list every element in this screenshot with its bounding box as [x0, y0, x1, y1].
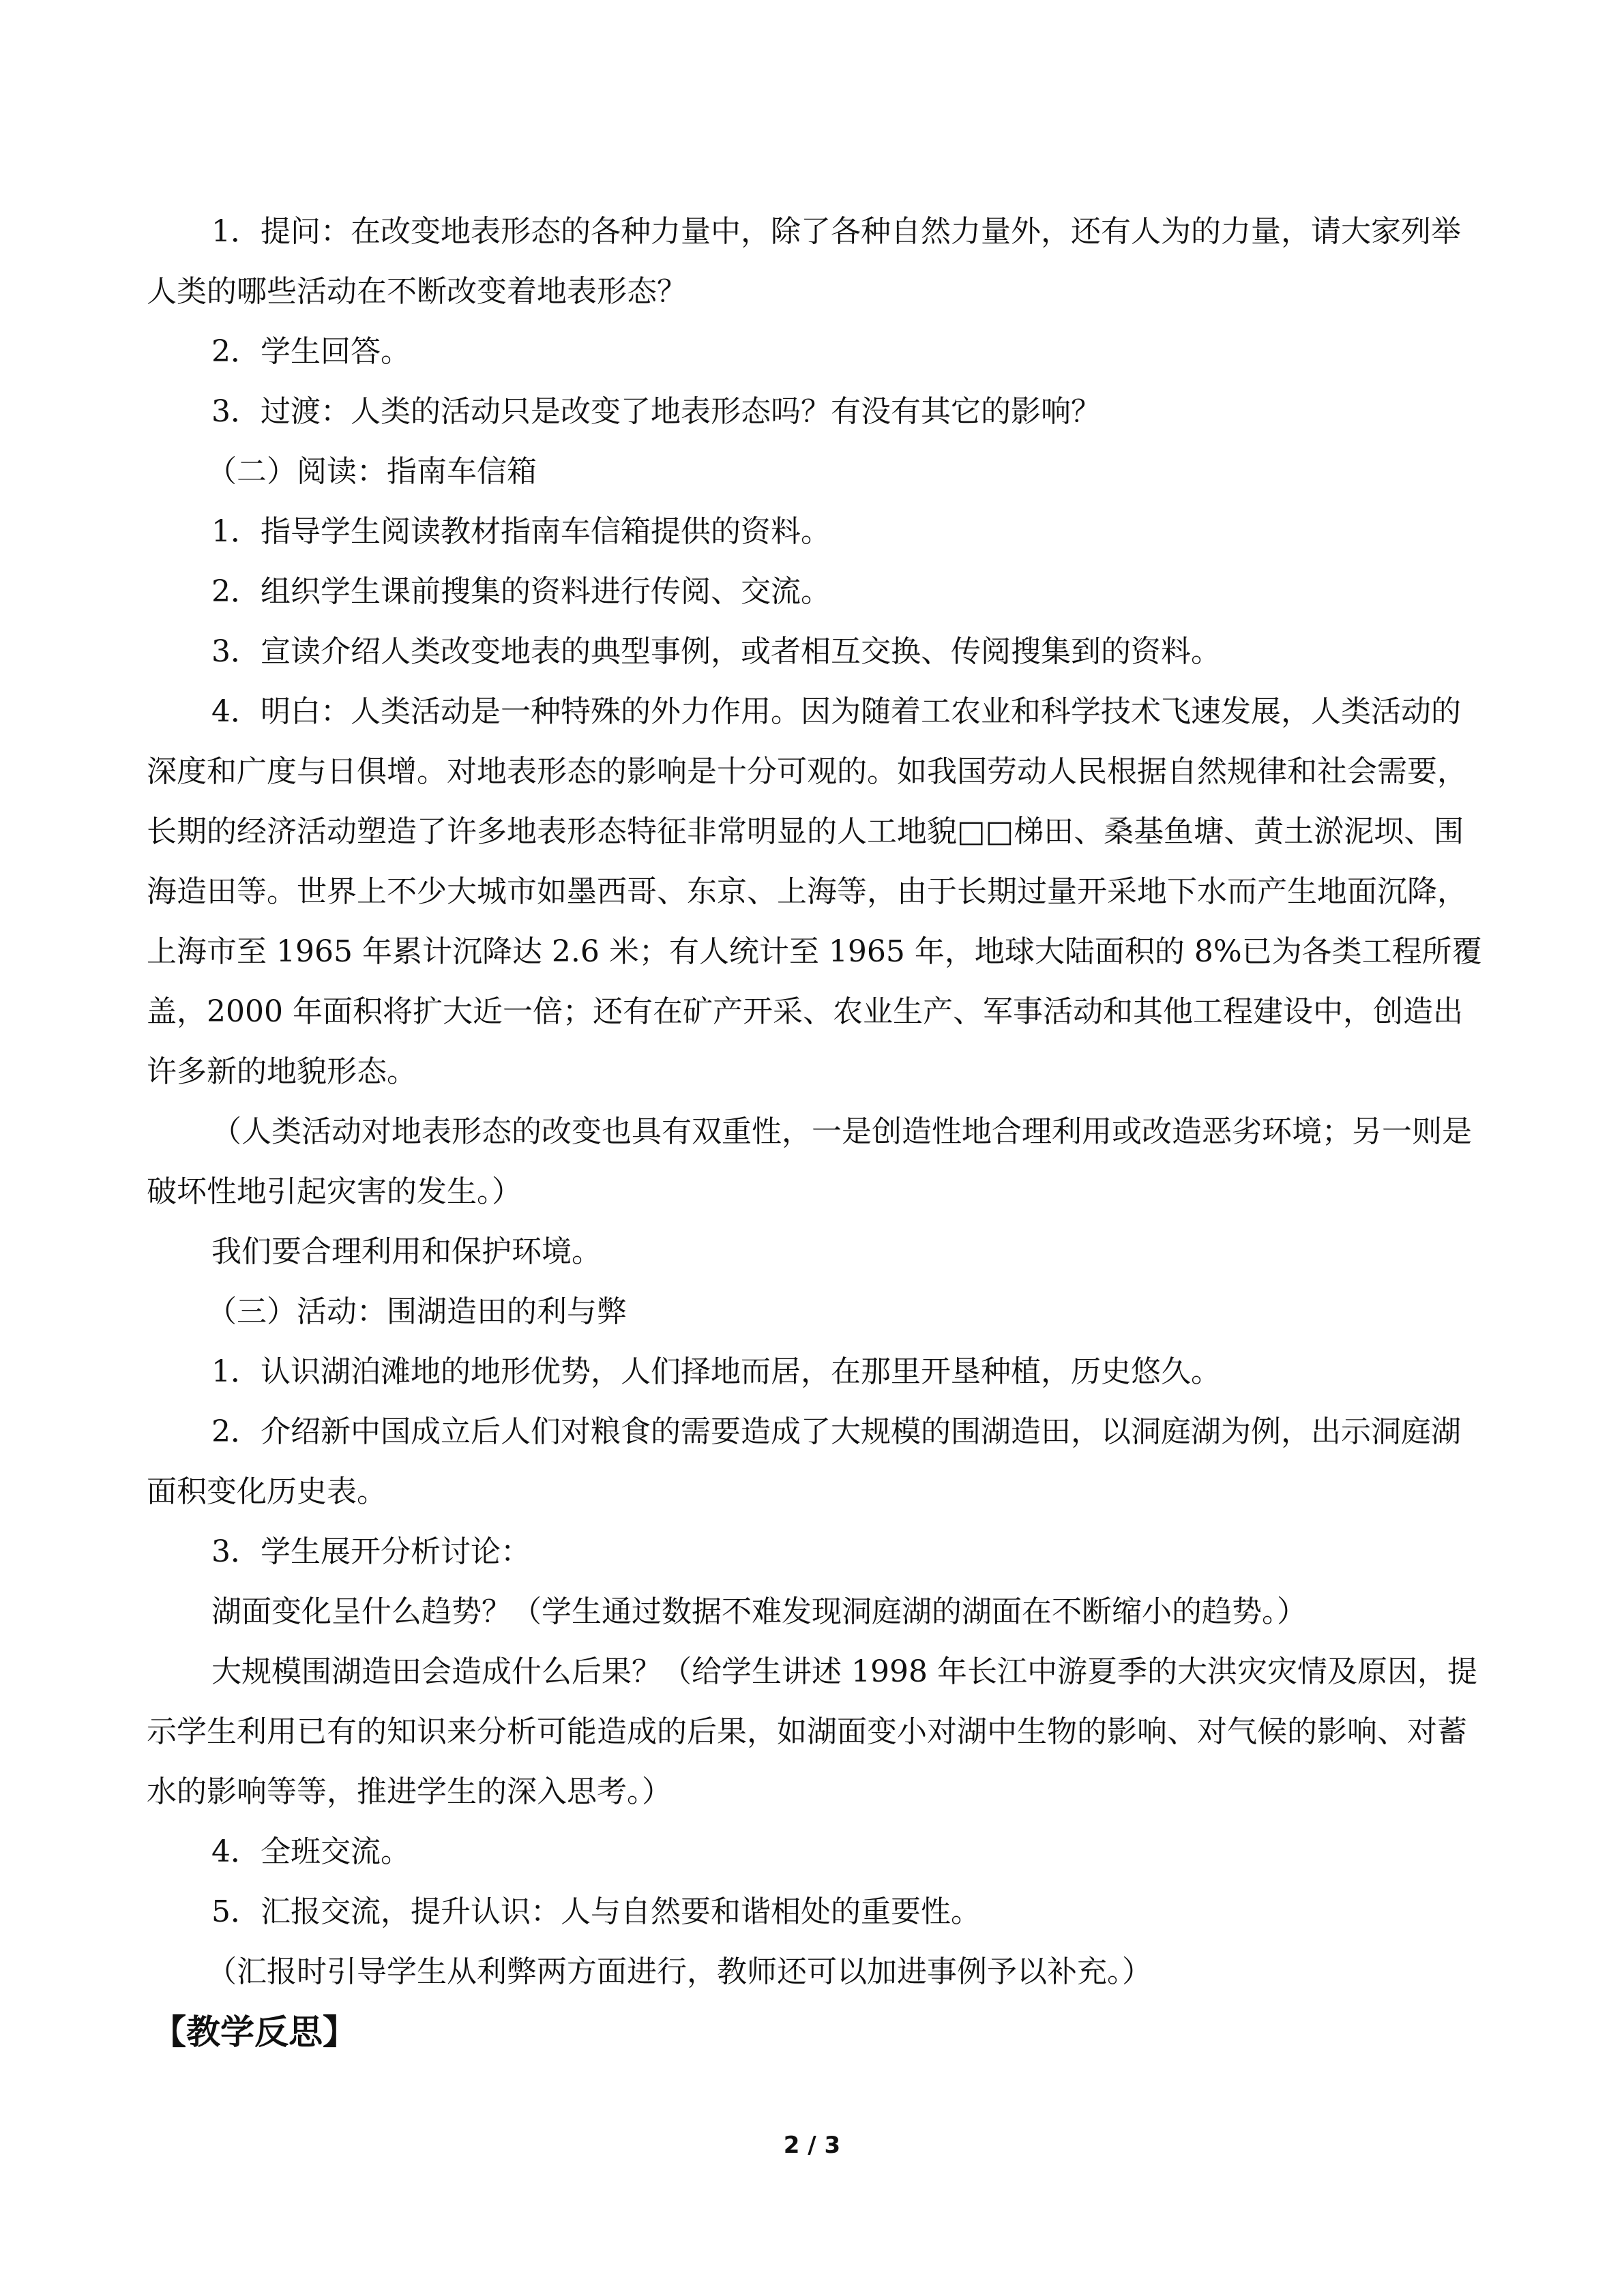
paragraph-organize-sharing: 2．组织学生课前搜集的资料进行传阅、交流。 [211, 574, 831, 609]
paragraph-student-answer: 2．学生回答。 [211, 334, 411, 369]
paragraph-report: 5．汇报交流，提升认识：人与自然要和谐相处的重要性。 [211, 1894, 981, 1929]
paragraph-lake-terrain: 1．认识湖泊滩地的地形优势，人们择地而居，在那里开垦种植，历史悠久。 [211, 1354, 1221, 1389]
paragraph-protect-environment: 我们要合理利用和保护环境。 [211, 1234, 602, 1269]
paragraph-dongting-example: 2．介绍新中国成立后人们对粮食的需要造成了大规模的围湖造田，以洞庭湖为例，出示洞庭湖面积变化历史表。 [147, 1414, 1461, 1509]
paragraph-discussion: 3．学生展开分析讨论： [211, 1534, 531, 1569]
paragraph-class-exchange: 4．全班交流。 [211, 1834, 411, 1869]
page-indicator: 2 / 3 [783, 2132, 841, 2159]
paragraph-human-activity: 4．明白：人类活动是一种特殊的外力作用。因为随着工农业和科学技术飞速发展，人类活动的深度和广度与日俱增。对地表形态的影响是十分可观的。如我国劳动人民根据自然规律和社会需要，长期的经济活动塑造了许多地表形态特征非常明显的人工地貌□□梯田、桑基鱼塘、黄土淤泥坝、围海造田等。世界上不少大城市如墨西哥、东京、上海等，由于长期过量开采地下水而产生地面沉降，上海市至 1965 年累计沉降达 2.6 米；有人统计至 1965 年，地球大陆面积的 8%已为各类工程所覆盖，2000 年面积将扩大近一倍；还有在矿产开采、农业生产、军事活动和其他工程建设中，创造出许多新的地貌形态。 [147, 694, 1482, 1089]
subheading-activity: （三）活动：围湖造田的利与弊 [207, 1294, 627, 1329]
paragraph-question: 1．提问：在改变地表形态的各种力量中，除了各种自然力量外，还有人为的力量，请大家列举人类的哪些活动在不断改变着地表形态？ [147, 214, 1461, 309]
paragraph-transition: 3．过渡：人类的活动只是改变了地表形态吗？有没有其它的影响？ [211, 394, 1101, 429]
paragraph-report-note: （汇报时引导学生从利弊两方面进行，教师还可以加进事例予以补充。） [207, 1954, 1152, 1989]
paragraph-typical-cases: 3．宣读介绍人类改变地表的典型事例，或者相互交换、传阅搜集到的资料。 [211, 634, 1221, 669]
section-heading-reflection: 【教学反思】 [152, 2012, 357, 2052]
paragraph-duality-note: （人类活动对地表形态的改变也具有双重性，一是创造性地合理利用或改造恶劣环境；另一则是破坏性地引起灾害的发生。） [147, 1114, 1472, 1209]
paragraph-consequences: 大规模围湖造田会造成什么后果？（给学生讲述 1998 年长江中游夏季的大洪灾灾情及原因，提示学生利用已有的知识来分析可能造成的后果，如湖面变小对湖中生物的影响、对气候的影响、对蓄水的影响等等，推进学生的深入思考。） [147, 1654, 1477, 1809]
paragraph-guide-reading: 1．指导学生阅读教材指南车信箱提供的资料。 [211, 514, 831, 549]
subheading-reading: （二）阅读：指南车信箱 [207, 454, 537, 489]
paragraph-lake-trend: 湖面变化呈什么趋势？（学生通过数据不难发现洞庭湖的湖面在不断缩小的趋势。） [211, 1594, 1307, 1629]
